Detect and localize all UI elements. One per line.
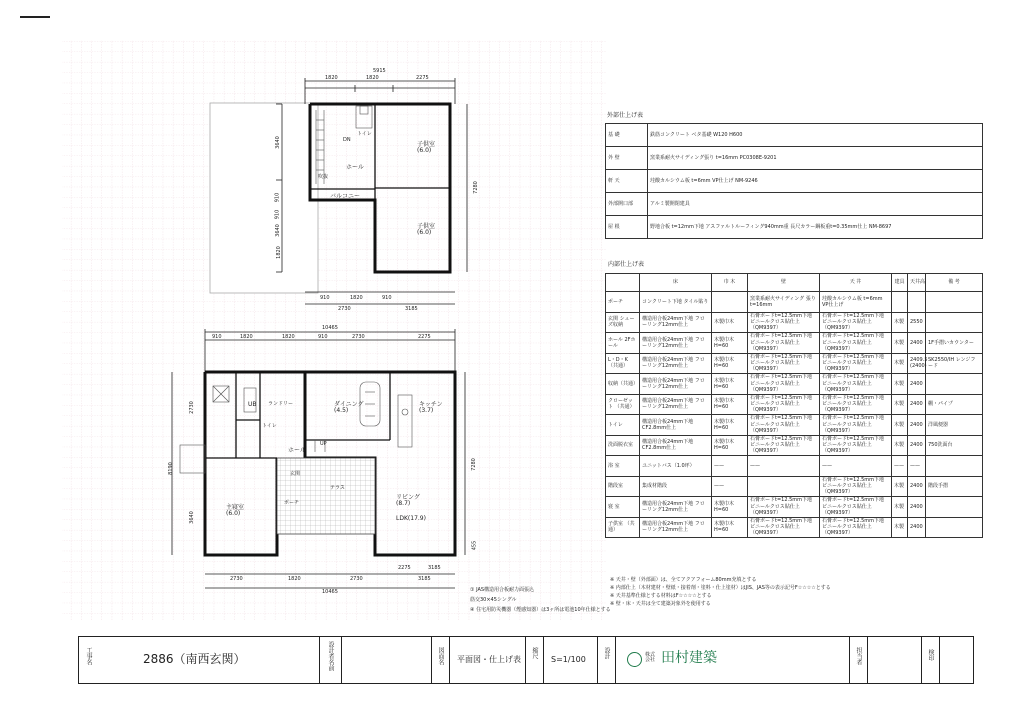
table-cell-height bbox=[908, 292, 926, 313]
scale-label: 縮尺 bbox=[531, 647, 538, 659]
table-cell-wall: —— bbox=[748, 456, 820, 477]
table-cell-ceiling: —— bbox=[820, 456, 892, 477]
note-item: ※ 天井基準仕様とする材料はF☆☆☆☆とする bbox=[610, 593, 712, 599]
dim-ground-left-3: 3640 bbox=[188, 511, 195, 524]
table-cell-room: ホール 2Fホール bbox=[606, 333, 640, 354]
table-header-cell: 床 bbox=[640, 274, 712, 292]
table-row bbox=[606, 476, 983, 497]
table-cell-note: 階段手摺 bbox=[926, 476, 983, 497]
company-name: 田村建築 bbox=[661, 650, 717, 666]
table-cell-room: 浴 室 bbox=[606, 456, 640, 477]
table-row bbox=[606, 193, 983, 216]
interior-finish-table bbox=[605, 273, 983, 538]
exterior-spec: 珪酸カルシウム板 t=6mm VP仕上げ NM-9246 bbox=[648, 170, 983, 193]
table-row bbox=[606, 435, 983, 456]
table-cell-note: 洋風便器 bbox=[926, 415, 983, 436]
label-up: UP bbox=[320, 441, 327, 447]
dim-upper-bottom-5: 3185 bbox=[405, 306, 418, 312]
company-prefix: 株式会社 bbox=[645, 652, 656, 663]
table-row bbox=[606, 374, 983, 395]
table-header-cell: 天井高 bbox=[908, 274, 926, 292]
dim-ground-bottom-1: 2275 bbox=[398, 565, 411, 571]
table-cell-door bbox=[892, 292, 908, 313]
legend-item: ① JAS構造用合板耐力面張込 bbox=[470, 587, 535, 593]
exterior-spec: 窯業系耐火サイディング張り t=16mm PC0308E-9201 bbox=[648, 147, 983, 170]
legend-item: 筋交30×45シングル bbox=[470, 597, 517, 603]
exterior-finish-table bbox=[605, 123, 983, 239]
table-cell-door: 木製 bbox=[892, 374, 908, 395]
table-row bbox=[606, 170, 983, 193]
table-cell-floor: ユニットバス（1.0坪） bbox=[640, 456, 712, 477]
drawing-name-label: 図面名 bbox=[437, 647, 444, 665]
note-item: ※ 壁・床・天井は全て建築対象外を使用する bbox=[610, 601, 711, 607]
dim-upper-left-4: 3640 bbox=[274, 224, 281, 237]
table-cell-height: 2400 bbox=[908, 374, 926, 395]
room-laundry: ランドリー bbox=[268, 401, 294, 407]
project-name: 2886（南西玄関） bbox=[143, 652, 246, 666]
table-cell-floor: 構造用合板24mm下地 CF2.8mm仕上 bbox=[640, 415, 712, 436]
table-cell-ceiling: 珪酸カルシウム板 t=6mm VP仕上げ bbox=[820, 292, 892, 313]
table-cell-note bbox=[926, 374, 983, 395]
room-ub: UB bbox=[248, 401, 257, 408]
dim-upper-1: 1820 bbox=[325, 75, 338, 81]
table-cell-note: 750洗面台 bbox=[926, 435, 983, 456]
dim-ground-bottom-2: 3185 bbox=[428, 565, 441, 571]
table-cell-note bbox=[926, 312, 983, 333]
table-cell-note: 棚・パイプ bbox=[926, 394, 983, 415]
table-cell-floor: 構造用合板24mm下地 フローリング12mm仕上 bbox=[640, 374, 712, 395]
dim-upper-left-3: 910 bbox=[274, 209, 281, 220]
dim-upper-left-5: 1820 bbox=[275, 246, 282, 259]
dim-ground-total: 10465 bbox=[322, 325, 338, 331]
dim-ground-top-3: 1820 bbox=[282, 334, 295, 340]
room-living: リビング (8.7) bbox=[396, 494, 420, 507]
dim-ground-right-1: 7280 bbox=[470, 458, 477, 471]
table-cell-floor: 構造用合板24mm下地 フローリング12mm仕上 bbox=[640, 333, 712, 354]
room-master: 主寝室 (6.0) bbox=[226, 504, 245, 517]
table-cell-base: 木製巾木H=60 bbox=[712, 435, 748, 456]
table-cell-ceiling: 石膏ボードt=12.5mm下地 ビニールクロス貼仕上（QM9397） bbox=[820, 333, 892, 354]
table-cell-wall: 石膏ボードt=12.5mm下地 ビニールクロス貼仕上（QM9397） bbox=[748, 333, 820, 354]
table-cell-room: 子供室 （共通） bbox=[606, 517, 640, 538]
table-cell-room: クローゼット （共通） bbox=[606, 394, 640, 415]
dim-ground-bottom-5: 2730 bbox=[350, 576, 363, 582]
room-balcony: バルコニー bbox=[330, 193, 361, 200]
exterior-part: 基 礎 bbox=[606, 124, 648, 147]
table-header-cell: 備 考 bbox=[926, 274, 983, 292]
dim-upper-left-2: 910 bbox=[274, 192, 281, 203]
room-upper-hall: ホール bbox=[346, 164, 364, 171]
dim-ground-total-bottom: 10465 bbox=[322, 589, 338, 595]
dim-ground-bottom-4: 1820 bbox=[288, 576, 301, 582]
table-cell-room: 収納（共通） bbox=[606, 374, 640, 395]
label-dn: DN bbox=[343, 137, 351, 143]
table-cell-wall: 石膏ボードt=12.5mm下地 ビニールクロス貼仕上（QM9397） bbox=[748, 497, 820, 518]
table-cell-note bbox=[926, 292, 983, 313]
table-cell-wall: 石膏ボードt=12.5mm下地 ビニールクロス貼仕上（QM9397） bbox=[748, 394, 820, 415]
table-cell-base bbox=[712, 292, 748, 313]
table-cell-ceiling: 石膏ボードt=12.5mm下地 ビニールクロス貼仕上（QM9397） bbox=[820, 476, 892, 497]
drawing-name: 平面図・仕上げ表 bbox=[457, 655, 521, 664]
table-cell-room: L・D・K （共通） bbox=[606, 353, 640, 374]
table-cell-wall: 石膏ボードt=12.5mm下地 ビニールクロス貼仕上（QM9397） bbox=[748, 374, 820, 395]
table-cell-base: 木製巾木H=60 bbox=[712, 374, 748, 395]
dim-upper-3: 2275 bbox=[416, 75, 429, 81]
table-cell-base: 木製巾木H=60 bbox=[712, 394, 748, 415]
exterior-spec: 野地合板 t=12mm下地 アスファルトルーフィング940mm重 長尺カラー鋼板重t=0.35mm仕上 NM-8697 bbox=[648, 216, 983, 239]
table-row bbox=[606, 312, 983, 333]
room-terrace: テラス bbox=[330, 485, 345, 491]
interior-finish-title: 内部仕上げ表 bbox=[608, 261, 645, 268]
table-cell-base: —— bbox=[712, 456, 748, 477]
room-ground-hall: ホール bbox=[288, 447, 306, 454]
table-header-cell: 壁 bbox=[748, 274, 820, 292]
dim-upper-2: 1820 bbox=[366, 75, 379, 81]
room-porch: ポーチ bbox=[284, 500, 300, 506]
table-cell-wall: 石膏ボードt=12.5mm下地 ビニールクロス貼仕上（QM9397） bbox=[748, 517, 820, 538]
table-cell-room: 洗面脱衣室 bbox=[606, 435, 640, 456]
table-header-row bbox=[606, 274, 983, 292]
table-row bbox=[606, 124, 983, 147]
table-cell-room: 玄関 シューズ収納 bbox=[606, 312, 640, 333]
exterior-spec: アルミ製開閉建具 bbox=[648, 193, 983, 216]
dim-upper-bottom-1: 910 bbox=[320, 295, 330, 301]
table-cell-wall: 石膏ボードt=12.5mm下地 ビニールクロス貼仕上（QM9397） bbox=[748, 415, 820, 436]
room-kids-2: 子供室 (6.0) bbox=[417, 223, 436, 236]
table-cell-note bbox=[926, 456, 983, 477]
table-cell-door: 木製 bbox=[892, 312, 908, 333]
note-item: ※ 天井・壁（外部面）は、全てアクアフォーム80mm充填とする bbox=[610, 577, 757, 583]
table-cell-height: 2400 bbox=[908, 333, 926, 354]
dim-upper-bottom-4: 2730 bbox=[338, 306, 351, 312]
table-cell-room: トイレ bbox=[606, 415, 640, 436]
design-label: 設計 bbox=[603, 647, 610, 659]
room-upper-toilet: トイレ bbox=[357, 131, 372, 137]
exterior-part: 外 壁 bbox=[606, 147, 648, 170]
table-row bbox=[606, 497, 983, 518]
dim-ground-right-2: 455 bbox=[471, 540, 478, 551]
table-row bbox=[606, 415, 983, 436]
table-cell-door: 木製 bbox=[892, 415, 908, 436]
table-cell-height: 2409.5 (2400) bbox=[908, 353, 926, 374]
table-cell-base: —— bbox=[712, 476, 748, 497]
table-cell-ceiling: 石膏ボードt=12.5mm下地 ビニールクロス貼仕上（QM9397） bbox=[820, 374, 892, 395]
table-row bbox=[606, 353, 983, 374]
room-kids-1: 子供室 (6.0) bbox=[417, 141, 436, 154]
dim-ground-top-1: 910 bbox=[212, 334, 222, 340]
dim-ground-left-2: 8190 bbox=[167, 462, 174, 475]
dim-upper-total: 5915 bbox=[373, 68, 386, 74]
table-cell-note: SK2550/IH レンジフード bbox=[926, 353, 983, 374]
table-cell-ceiling: 石膏ボードt=12.5mm下地 ビニールクロス貼仕上（QM9397） bbox=[820, 353, 892, 374]
note-item: ※ 内部仕上（木材建材・壁紙・接着剤・塗料・仕上塗材）はJIS、JAS等の表示記号F☆☆☆☆とする bbox=[610, 585, 831, 591]
table-cell-door: 木製 bbox=[892, 435, 908, 456]
table-cell-base: 木製巾木H=60 bbox=[712, 333, 748, 354]
room-dining: ダイニング (4.5) bbox=[334, 401, 364, 414]
dim-ground-bottom-6: 3185 bbox=[418, 576, 431, 582]
table-cell-ceiling: 石膏ボードt=12.5mm下地 ビニールクロス貼仕上（QM9397） bbox=[820, 435, 892, 456]
exterior-part: 外部開口部 bbox=[606, 193, 648, 216]
dim-upper-bottom-2: 1820 bbox=[350, 295, 363, 301]
dim-ground-top-5: 2730 bbox=[352, 334, 365, 340]
table-cell-ceiling: 石膏ボードt=12.5mm下地 ビニールクロス貼仕上（QM9397） bbox=[820, 415, 892, 436]
exterior-finish-title: 外部仕上げ表 bbox=[607, 112, 644, 119]
table-row bbox=[606, 333, 983, 354]
table-cell-base: 木製巾木H=60 bbox=[712, 517, 748, 538]
dim-ground-top-6: 2275 bbox=[418, 334, 431, 340]
table-cell-door: —— bbox=[892, 456, 908, 477]
table-header-cell: 巾 木 bbox=[712, 274, 748, 292]
table-cell-wall: 石膏ボードt=12.5mm下地 ビニールクロス貼仕上（QM9397） bbox=[748, 353, 820, 374]
check-label: 検印 bbox=[927, 649, 934, 661]
table-cell-floor: 構造用合板24mm下地 CF2.8mm仕上 bbox=[640, 435, 712, 456]
room-entrance: 玄関 bbox=[290, 471, 301, 477]
table-cell-height: —— bbox=[908, 456, 926, 477]
exterior-part: 軒 天 bbox=[606, 170, 648, 193]
room-ground-toilet: トイレ bbox=[262, 423, 277, 429]
table-cell-wall: 石膏ボードt=12.5mm下地 ビニールクロス貼仕上（QM9397） bbox=[748, 312, 820, 333]
dim-ground-top-2: 1820 bbox=[240, 334, 253, 340]
table-row bbox=[606, 147, 983, 170]
table-cell-room: 寝 室 bbox=[606, 497, 640, 518]
table-row bbox=[606, 292, 983, 313]
table-cell-note bbox=[926, 517, 983, 538]
table-cell-wall bbox=[748, 476, 820, 497]
dim-ground-bottom-3: 2730 bbox=[230, 576, 243, 582]
table-cell-note: 1F手摺いカウンター bbox=[926, 333, 983, 354]
company-logo-icon bbox=[627, 652, 642, 667]
table-cell-base: 木製巾木H=60 bbox=[712, 353, 748, 374]
designer-label: 設計者名前 bbox=[327, 641, 334, 671]
table-cell-height: 2400 bbox=[908, 394, 926, 415]
exterior-spec: 鉄筋コンクリート ベタ基礎 W120 H600 bbox=[648, 124, 983, 147]
table-cell-floor: 集成材階段 bbox=[640, 476, 712, 497]
table-cell-height: 2400 bbox=[908, 497, 926, 518]
table-cell-floor: 構造用合板24mm下地 フローリング12mm仕上 bbox=[640, 353, 712, 374]
table-cell-room: ポーチ bbox=[606, 292, 640, 313]
table-cell-floor: 構造用合板24mm下地 フローリング12mm仕上 bbox=[640, 312, 712, 333]
dim-ground-left-1: 2730 bbox=[188, 401, 195, 414]
table-cell-note bbox=[926, 497, 983, 518]
table-cell-door: 木製 bbox=[892, 353, 908, 374]
table-header-cell: 建具 bbox=[892, 274, 908, 292]
table-cell-base: 木製巾木H=60 bbox=[712, 415, 748, 436]
table-cell-door: 木製 bbox=[892, 517, 908, 538]
table-cell-height: 2400 bbox=[908, 517, 926, 538]
table-row bbox=[606, 394, 983, 415]
project-label: 工事名 bbox=[85, 647, 92, 665]
legend-item: ④ 住宅用防災機器（煙感知器）は3ヶ所は電池10年仕様とする bbox=[470, 607, 611, 613]
dim-ground-top-4: 910 bbox=[318, 334, 328, 340]
table-row bbox=[606, 456, 983, 477]
scale-value: S=1/100 bbox=[551, 655, 586, 664]
table-cell-ceiling: 石膏ボードt=12.5mm下地 ビニールクロス貼仕上（QM9397） bbox=[820, 394, 892, 415]
room-fukinuke: 吹抜 bbox=[318, 174, 329, 180]
table-row bbox=[606, 216, 983, 239]
table-cell-ceiling: 石膏ボードt=12.5mm下地 ビニールクロス貼仕上（QM9397） bbox=[820, 312, 892, 333]
table-cell-door: 木製 bbox=[892, 333, 908, 354]
dim-upper-right: 7280 bbox=[472, 181, 479, 194]
table-cell-height: 2400 bbox=[908, 476, 926, 497]
table-cell-height: 2550 bbox=[908, 312, 926, 333]
room-ldk: LDK(17.9) bbox=[396, 515, 426, 522]
table-row bbox=[606, 517, 983, 538]
table-cell-door: 木製 bbox=[892, 394, 908, 415]
table-header-cell bbox=[606, 274, 640, 292]
dim-upper-left-1: 3640 bbox=[274, 136, 281, 149]
table-cell-door: 木製 bbox=[892, 476, 908, 497]
table-cell-room: 階段室 bbox=[606, 476, 640, 497]
table-cell-base: 木製巾木H=60 bbox=[712, 497, 748, 518]
table-cell-base: 木製巾木 bbox=[712, 312, 748, 333]
table-cell-ceiling: 石膏ボードt=12.5mm下地 ビニールクロス貼仕上（QM9397） bbox=[820, 517, 892, 538]
table-cell-ceiling: 石膏ボードt=12.5mm下地 ビニールクロス貼仕上（QM9397） bbox=[820, 497, 892, 518]
table-header-cell: 天 井 bbox=[820, 274, 892, 292]
table-cell-floor: 構造用合板24mm下地 フローリング12mm仕上 bbox=[640, 394, 712, 415]
table-cell-door: 木製 bbox=[892, 497, 908, 518]
exterior-part: 屋 根 bbox=[606, 216, 648, 239]
room-kitchen: キッチン (3.7) bbox=[419, 401, 443, 414]
table-cell-wall: 窯業系耐火サイディング 張り t=16mm bbox=[748, 292, 820, 313]
table-cell-floor: 構造用合板24mm下地 フローリング12mm仕上 bbox=[640, 517, 712, 538]
table-cell-wall: 石膏ボードt=12.5mm下地 ビニールクロス貼仕上（QM9397） bbox=[748, 435, 820, 456]
dim-upper-bottom-3: 910 bbox=[382, 295, 392, 301]
table-cell-height: 2400 bbox=[908, 415, 926, 436]
title-block bbox=[78, 636, 974, 684]
table-cell-floor: 構造用合板24mm下地 フローリング12mm仕上 bbox=[640, 497, 712, 518]
table-cell-height: 2400 bbox=[908, 435, 926, 456]
approver-label: 担当者 bbox=[855, 647, 862, 665]
table-cell-floor: コンクリート下地 タイル貼り bbox=[640, 292, 712, 313]
